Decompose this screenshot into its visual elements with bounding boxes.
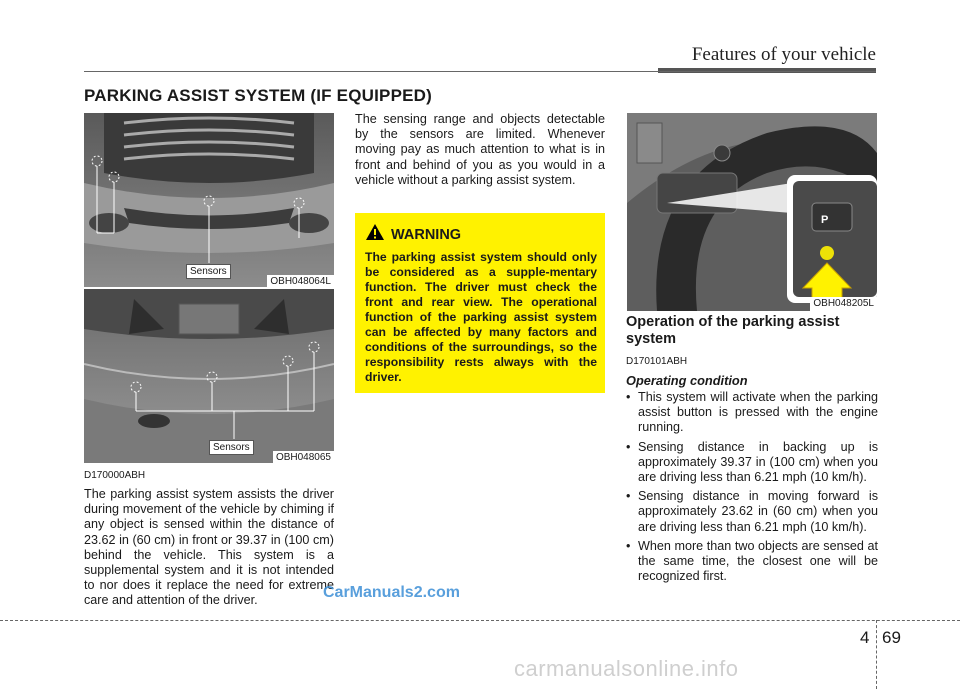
figure-code-rear: OBH048065 — [273, 451, 334, 463]
sensors-label-front: Sensors — [186, 264, 231, 279]
warning-title: WARNING — [391, 226, 462, 243]
intro-text: The parking assist system assists the driver during movement of the vehicle by chiming if any object is sensed within the distance of 23.62 in (60 cm) in front or 39.37 in (100 cm) behind the vehicle. This system is a supplemental system and it is not intended to nor does it replace the need for extreme care and attention of the driver. — [84, 487, 334, 608]
svg-text:P: P — [821, 214, 829, 226]
operation-doc-code: D170101ABH — [626, 356, 688, 367]
bullet-item: • Sensing distance in backing up is approximately 39.37 in (100 cm) when you are driving less than 6.21 mph (10 km/h). — [626, 440, 878, 486]
chapter-number: 4 — [860, 628, 870, 647]
front-bumper-photo — [84, 113, 334, 287]
operation-bullet-list — [626, 390, 878, 584]
footer-divider — [0, 620, 960, 621]
limits-column — [355, 112, 605, 188]
header-rule-thin — [84, 71, 876, 72]
operation-column — [626, 314, 878, 588]
warning-text: The parking assist system should only be considered as a supple-mentary function. The driver must check the front and rear view. The operational function of the parking assist system can be affected by many factors and conditions of the surroundings, so the responsibility rests always with the driver. — [365, 250, 597, 384]
intro-column — [84, 470, 334, 609]
operation-heading: Operation of the parking assist system — [626, 314, 840, 347]
watermark-carmanualsonline[interactable]: carmanualsonline.info — [514, 656, 739, 681]
figure-code-front: OBH048064L — [267, 275, 334, 287]
footer-page-divider — [876, 620, 877, 689]
watermark-carmanuals2[interactable]: CarManuals2.com — [323, 584, 460, 601]
rear-bumper-photo — [84, 289, 334, 463]
warning-triangle-icon — [365, 223, 385, 246]
warning-box — [355, 213, 605, 393]
sensors-label-rear: Sensors — [209, 440, 254, 455]
section-title: PARKING ASSIST SYSTEM (IF EQUIPPED) — [84, 86, 432, 105]
limits-text: The sensing range and objects detectable by the sensors are limited. Whenever moving pay as much attention to what is in front and behind of you as you would in a vehicle without a parking assist system. — [355, 112, 605, 187]
header-title: Features of your vehicle — [691, 44, 876, 65]
bullet-item: • This system will activate when the parking assist button is pressed with the engine running. — [626, 390, 878, 436]
figure-code-steering: OBH048205L — [810, 297, 877, 311]
bullet-item: • Sensing distance in moving forward is approximately 23.62 in (60 cm) when you are driving less than 6.21 mph (10 km/h). — [626, 489, 878, 535]
bullet-item: • When more than two objects are sensed at the same time, the closest one will be recognized first. — [626, 539, 878, 585]
intro-doc-code: D170000ABH — [84, 470, 146, 481]
operating-condition-heading: Operating condition — [626, 373, 748, 388]
steering-wheel-photo — [627, 113, 877, 311]
page-number: 69 — [882, 628, 901, 647]
